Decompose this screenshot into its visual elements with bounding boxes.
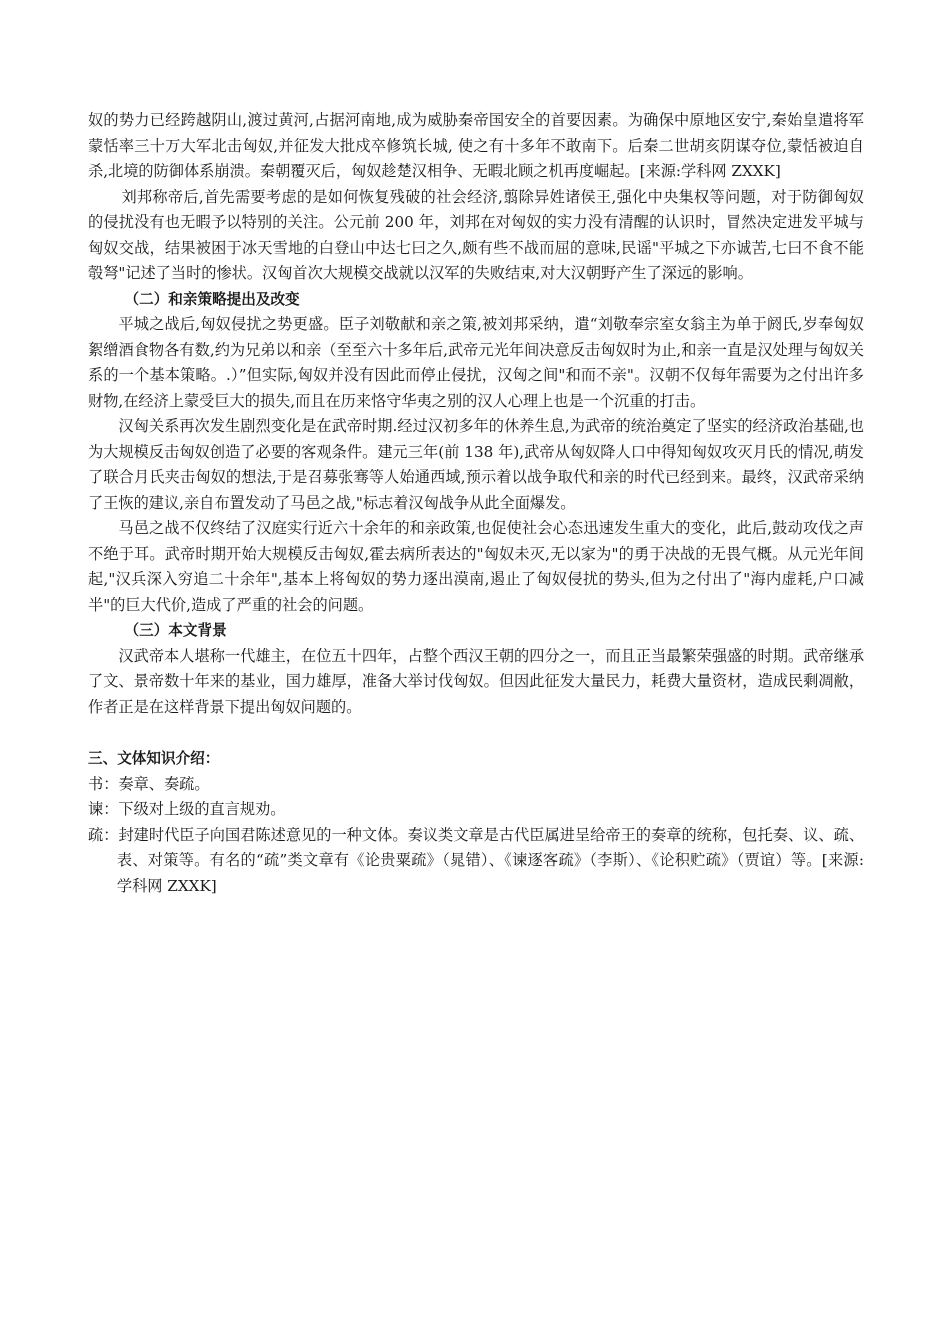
section-heading-genre: 三、文体知识介绍： xyxy=(88,750,220,767)
definition-body: 下级对上级的直言规劝。 xyxy=(118,800,286,818)
paragraph-mayi-battle: 马邑之战不仅终结了汉庭实行近六十余年的和亲政策,也促使社会心态迅速发生重大的变化，此后,鼓动攻伐之声不绝于耳。武帝时期开始大规模反击匈奴,霍去病所表达的"匈奴未灭,无以家为"的勇于决战的无畏气概。从元光年间起,"汉兵深入穷追二十余年",基本上将匈奴的势力逐出漠南,遏止了匈奴侵扰的势头,但为之付出了"海内虚耗,户口减半"的巨大代价,造成了严重的社会的问题。 xyxy=(88,519,864,614)
definition-term: 谏： xyxy=(88,800,119,818)
subheading-heqin-strategy: （二）和亲策略提出及改变 xyxy=(124,290,300,308)
definition-body: 封建时代臣子向国君陈述意见的一种文体。奏议类文章是古代臣属进呈给帝王的奏章的统称，包托奏、议、疏、表、对策等。有名的“疏”类文章有《论贵粟疏》（晁错）、《谏逐客疏》（李斯）、《论积贮疏》（贾谊）等。[来源:学科网 ZXXK] xyxy=(116,825,865,895)
paragraph-xiongnu-rise: 奴的势力已经跨越阴山,渡过黄河,占据河南地,成为威胁秦帝国安全的首要因素。为确保中原地区安宁,秦始皇遣将军蒙恬率三十万大军北击匈奴,并征发大批戍卒修筑长城, 使之有十多年不敢南下。后秦二世胡亥阴谋夺位,蒙恬被迫自杀,北境的防御体系崩溃。秦朝覆灭后，匈奴趁楚汉相争、无暇北顾之机再度崛起。[来源:学科网 ZXXK] xyxy=(88,111,864,180)
paragraph-heqin: 平城之战后,匈奴侵扰之势更盛。臣子刘敬献和亲之策,被刘邦采纳，遣“刘敬奉宗室女翁主为单于阏氏,岁奉匈奴絮缯酒食物各有数,约为兄弟以和亲（至至六十多年后,武帝元光年间决意反击匈奴时为止,和亲一直是汉处理与匈奴关系的一个基本策略。.）”但实际,匈奴并没有因此而停止侵扰，汉匈之间"和而不亲"。汉朝不仅每年需要为之付出许多财物,在经济上蒙受巨大的损失,而且在历来恪守华夷之别的汉人心理上也是一个沉重的打击。 xyxy=(88,315,864,410)
definition-shu-memorial xyxy=(88,823,864,900)
paragraph-liubang: 刘邦称帝后,首先需要考虑的是如何恢复残破的社会经济,翦除异姓诸侯王,强化中央集权等问题，对于防御匈奴的侵扰没有也无暇予以特别的关注。公元前 200 年，刘邦在对匈奴的实力没有清醒的认识时，冒然决定进发平城与匈奴交战，结果被困于冰天雪地的白登山中达七曰之久,颇有些不战而屈的意味,民谣"平城之下亦诚苦,七曰不食不能彀弩"记述了当时的惨状。汉匈首次大规模交战就以汉军的失败结束,对大汉朝野产生了深远的影响。 xyxy=(88,187,864,282)
definition-term: 书： xyxy=(88,774,119,793)
paragraph-background: 汉武帝本人堪称一代雄主，在位五十四年，占整个西汉王朝的四分之一，而且正当最繁荣强盛的时期。武帝继承了文、景帝数十年来的基业，国力雄厚，准备大举讨伐匈奴。但因此征发大量民力，耗费大量资材，造成民剩凋敝，作者正是在这样背景下提出匈奴问题的。 xyxy=(88,646,864,716)
definition-jian xyxy=(88,797,864,823)
document-page xyxy=(88,108,864,899)
paragraph-wudi: 汉匈关系再次发生剧烈变化是在武帝时期.经过汉初多年的休养生息,为武帝的统治奠定了坚实的经济政治基础,也为大规模反击匈奴创造了必要的客观条件。建元三年(前 138 年),武帝从匈奴降人口中得知匈奴攻灭月氏的情况,萌发了联合月氏夹击匈奴的想法,于是召募张骞等人始通西域,预示着以战争取代和亲的时代已经到来。最终，汉武帝采纳了王恢的建议,亲自布置发动了马邑之战,"标志着汉匈战争从此全面爆发。 xyxy=(88,417,864,512)
definition-shu xyxy=(88,772,864,798)
subheading-background: （三）本文背景 xyxy=(124,622,227,639)
definition-term: 疏： xyxy=(88,825,119,844)
definition-body: 奏章、奏疏。 xyxy=(118,774,210,793)
